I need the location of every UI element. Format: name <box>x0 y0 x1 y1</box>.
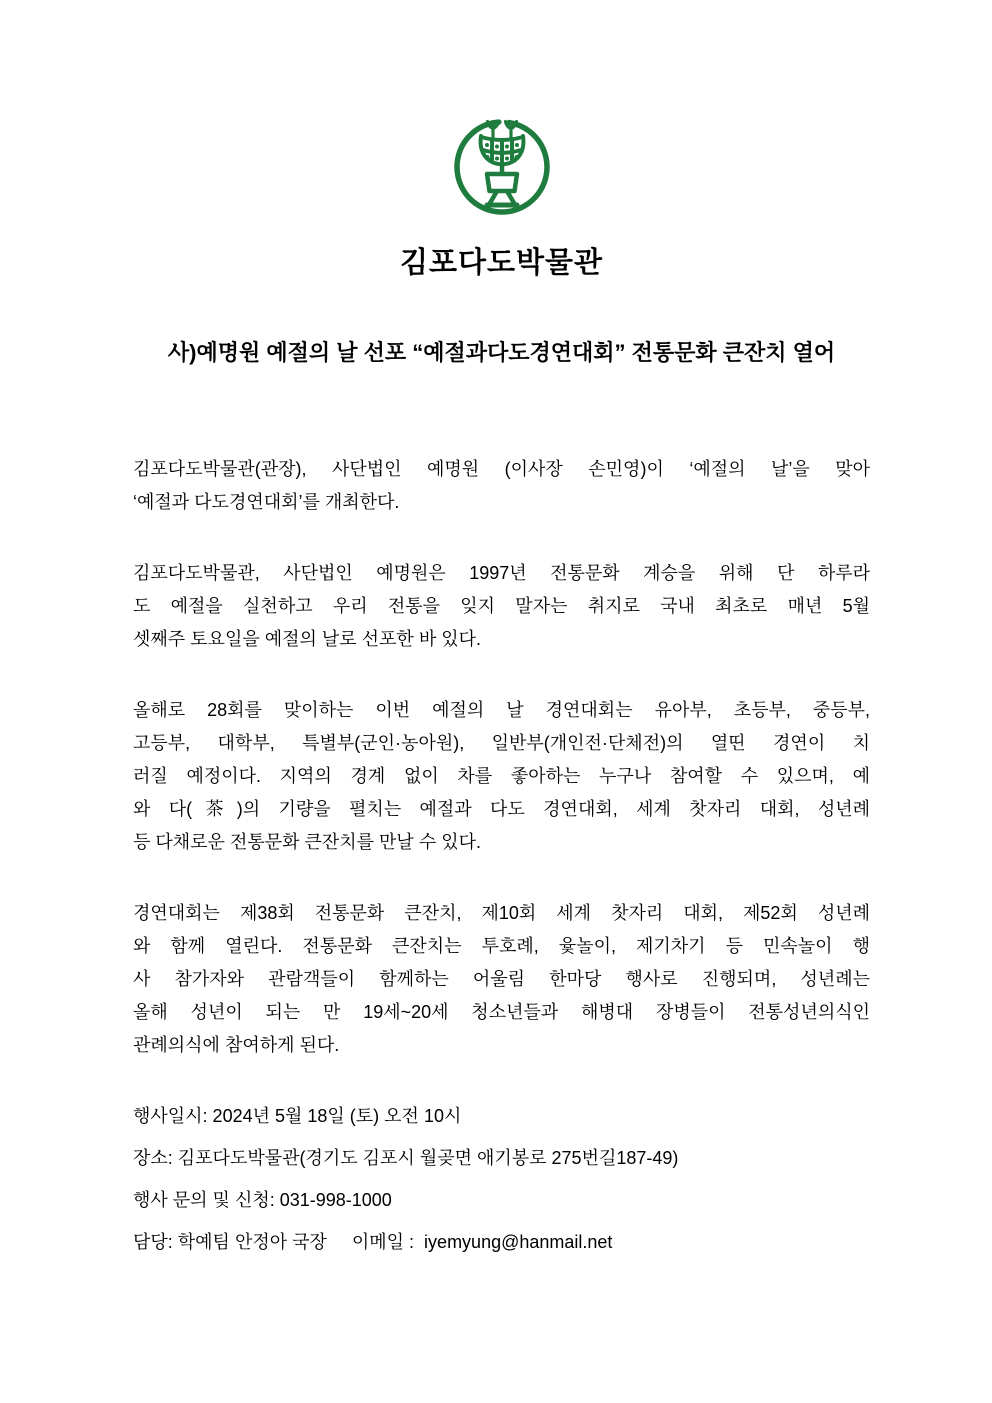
text-line: 경연대회는 제38회 전통문화 큰잔치, 제10회 세계 찻자리 대회, 제52회 성년례 <box>133 903 870 923</box>
text-line: 와 다(茶)의 기량을 펼치는 예절과 다도 경연대회, 세계 찻자리 대회, 성년례 <box>133 799 870 819</box>
event-detail-line: 행사일시: 2024년 5월 18일 (토) 오전 10시 <box>133 1106 462 1126</box>
event-detail-line: 행사 문의 및 신청: 031-998-1000 <box>133 1190 392 1210</box>
text-line: 고등부, 대학부, 특별부(군인·농아원), 일반부(개인전·단체전)의 열띤 경연이 치 <box>133 733 870 753</box>
paragraph <box>133 453 870 519</box>
event-details <box>133 1100 870 1259</box>
text-line: 관례의식에 참여하게 된다. <box>133 1035 340 1055</box>
text-line: 러질 예정이다. 지역의 경계 없이 차를 좋아하는 누구나 참여할 수 있으며, 예 <box>133 766 870 786</box>
text-line: 도 예절을 실천하고 우리 전통을 잊지 말자는 취지로 국내 최초로 매년 5월 <box>133 596 870 616</box>
body-paragraphs <box>133 453 870 1062</box>
text-line: 올해로 28회를 맞이하는 이번 예절의 날 경연대회는 유아부, 초등부, 중등부, <box>133 700 870 720</box>
paragraph <box>133 694 870 859</box>
text-line: 올해 성년이 되는 만 19세~20세 청소년들과 해병대 장병들이 전통성년의식인 <box>133 1002 870 1022</box>
logo-wrap <box>133 0 870 218</box>
event-detail-line: 장소: 김포다도박물관(경기도 김포시 월곶면 애기봉로 275번길187-49) <box>133 1148 679 1168</box>
museum-seal-logo <box>449 112 555 218</box>
paragraph <box>133 557 870 656</box>
headline: 사)예명원 예절의 날 선포 “예절과다도경연대회” 전통문화 큰잔치 열어 <box>167 340 836 365</box>
org-name-title: 김포다도박물관 <box>399 247 604 279</box>
text-line: 김포다도박물관(관장), 사단법인 예명원 (이사장 손민영)이 ‘예절의 날’을 맞아 <box>133 459 870 479</box>
text-line: 사 참가자와 관람객들이 함께하는 어울림 한마당 행사로 진행되며, 성년례는 <box>133 969 870 989</box>
text-line: ‘예절과 다도경연대회’를 개최한다. <box>133 492 400 512</box>
paragraph <box>133 897 870 1062</box>
text-line: 등 다채로운 전통문화 큰잔치를 만날 수 있다. <box>133 832 481 852</box>
text-line: 셋째주 토요일을 예절의 날로 선포한 바 있다. <box>133 629 481 649</box>
text-line: 와 함께 열린다. 전통문화 큰잔치는 투호례, 윷놀이, 제기차기 등 민속놀이 행 <box>133 936 870 956</box>
event-detail-line: 담당: 학예팀 안정아 국장 이메일 : iyemyung@hanmail.net <box>133 1232 613 1252</box>
text-line: 김포다도박물관, 사단법인 예명원은 1997년 전통문화 계승을 위해 단 하루라 <box>133 563 870 583</box>
